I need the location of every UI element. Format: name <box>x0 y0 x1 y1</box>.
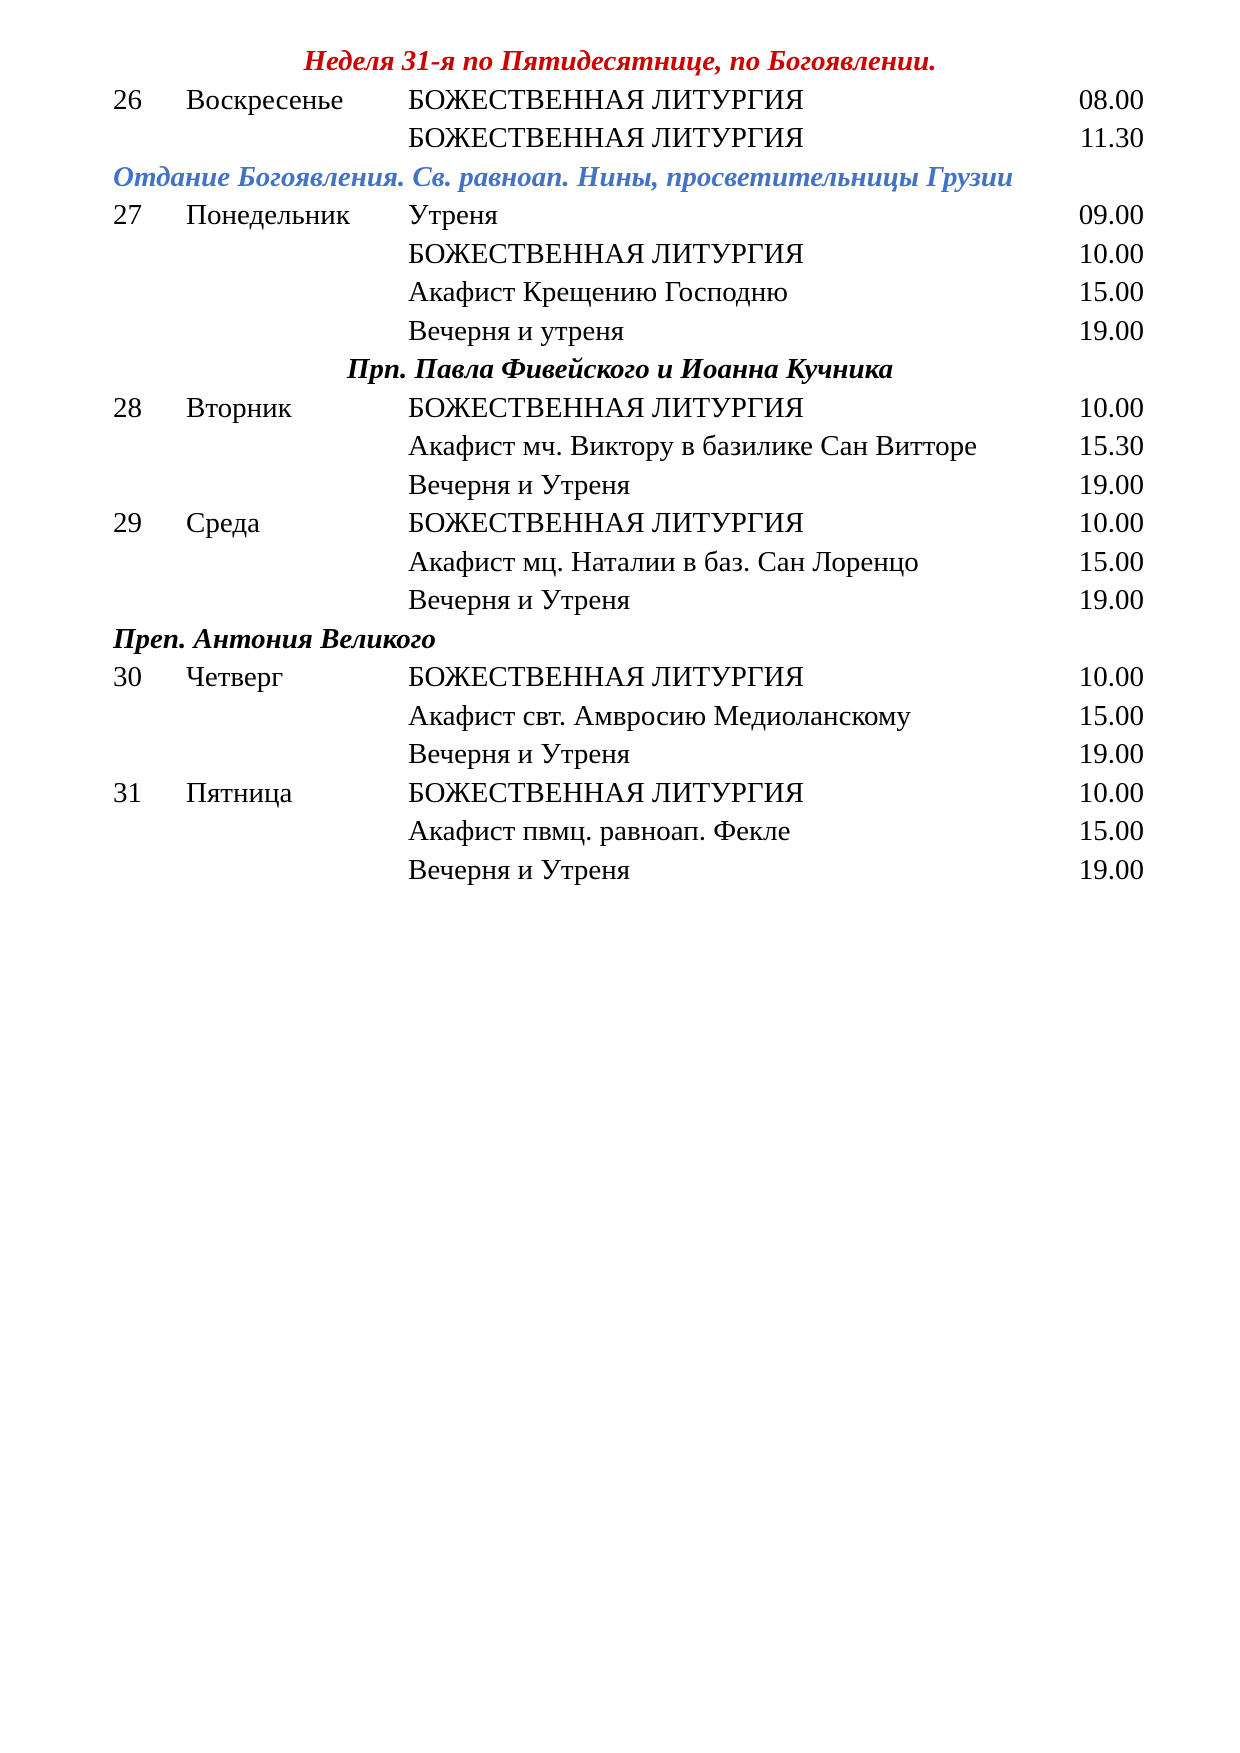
schedule <box>0 42 1240 889</box>
weekday: Среда <box>186 507 260 539</box>
feast-heading: Отдание Богоявления. Св. равноап. Нины, просветительницы Грузии <box>113 160 1014 193</box>
service-time: 11.30 <box>1079 122 1144 154</box>
service-name: Вечерня и Утреня <box>408 584 631 616</box>
service-name: Акафист мч. Виктору в базилике Сан Витторе <box>408 430 977 462</box>
service-time: 15.00 <box>1078 276 1144 308</box>
service-time: 15.00 <box>1078 545 1144 578</box>
service-name: Акафист мц. Наталии в баз. Сан Лоренцо <box>408 545 919 578</box>
schedule-row <box>0 774 1240 813</box>
schedule-row <box>0 427 1240 466</box>
service-time: 19.00 <box>1078 468 1144 501</box>
schedule-row <box>0 119 1240 158</box>
service-name: Утреня <box>408 199 498 231</box>
day-number: 31 <box>113 776 142 809</box>
schedule-row <box>0 735 1240 774</box>
service-time: 15.00 <box>1078 699 1144 732</box>
service-name: Акафист свт. Амвросию Медиоланскому <box>408 699 911 732</box>
schedule-row <box>0 812 1240 851</box>
service-name: БОЖЕСТВЕННАЯ ЛИТУРГИЯ <box>408 661 804 693</box>
day-number: 30 <box>113 661 142 693</box>
schedule-row <box>0 658 1240 697</box>
service-name: Вечерня и утреня <box>408 314 625 347</box>
service-name: БОЖЕСТВЕННАЯ ЛИТУРГИЯ <box>408 237 804 270</box>
weekday: Вторник <box>186 391 292 424</box>
schedule-row <box>0 504 1240 543</box>
service-time: 19.00 <box>1078 314 1144 347</box>
service-name: БОЖЕСТВЕННАЯ ЛИТУРГИЯ <box>408 122 804 154</box>
schedule-row <box>0 581 1240 620</box>
service-name: Вечерня и Утреня <box>408 853 631 886</box>
schedule-row <box>0 81 1240 120</box>
weekday: Четверг <box>186 661 284 693</box>
day-number: 26 <box>113 83 142 116</box>
schedule-row <box>0 466 1240 505</box>
schedule-row <box>0 235 1240 274</box>
service-name: БОЖЕСТВЕННАЯ ЛИТУРГИЯ <box>408 776 804 809</box>
service-time: 19.00 <box>1078 584 1144 616</box>
service-time: 10.00 <box>1078 776 1144 809</box>
weekday: Пятница <box>186 776 293 809</box>
day-number: 27 <box>113 199 142 231</box>
service-time: 15.30 <box>1078 430 1144 462</box>
service-time: 08.00 <box>1078 83 1144 116</box>
service-time: 10.00 <box>1078 237 1144 270</box>
schedule-row <box>0 312 1240 351</box>
service-name: БОЖЕСТВЕННАЯ ЛИТУРГИЯ <box>408 83 804 116</box>
weekday: Воскресенье <box>186 83 344 116</box>
service-time: 10.00 <box>1078 391 1144 424</box>
schedule-row <box>0 697 1240 736</box>
day-number: 28 <box>113 391 142 424</box>
service-name: Акафист Крещению Господню <box>408 276 788 308</box>
service-time: 10.00 <box>1078 661 1144 693</box>
service-name: БОЖЕСТВЕННАЯ ЛИТУРГИЯ <box>408 391 804 424</box>
feast-heading: Преп. Антония Великого <box>113 622 436 655</box>
feast-heading: Прп. Павла Фивейского и Иоанна Кучника <box>346 353 894 385</box>
schedule-row <box>0 543 1240 582</box>
day-number: 29 <box>113 507 142 539</box>
service-time: 19.00 <box>1078 738 1144 770</box>
weekday: Понедельник <box>186 199 350 231</box>
service-name: Вечерня и Утреня <box>408 468 631 501</box>
service-name: Вечерня и Утреня <box>408 738 631 770</box>
feast-heading: Неделя 31-я по Пятидесятнице, по Богоявлении. <box>303 45 937 77</box>
schedule-row <box>0 273 1240 312</box>
schedule-row <box>0 389 1240 428</box>
service-time: 09.00 <box>1078 199 1144 231</box>
schedule-row <box>0 851 1240 890</box>
service-name: БОЖЕСТВЕННАЯ ЛИТУРГИЯ <box>408 507 804 539</box>
service-time: 19.00 <box>1078 853 1144 886</box>
schedule-row <box>0 196 1240 235</box>
service-time: 10.00 <box>1078 507 1144 539</box>
service-time: 15.00 <box>1078 815 1144 847</box>
service-name: Акафист пвмц. равноап. Фекле <box>408 815 791 847</box>
